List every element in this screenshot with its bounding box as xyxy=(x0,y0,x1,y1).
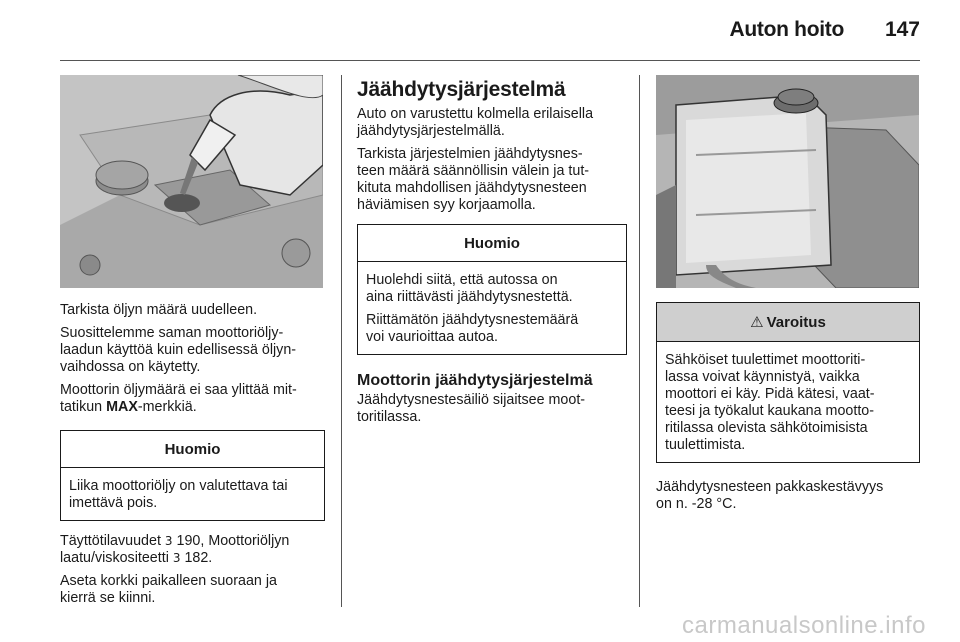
header-divider xyxy=(60,60,920,61)
warning-box xyxy=(656,302,920,463)
note-title: Huomio xyxy=(61,431,324,468)
paragraph: Tarkista öljyn määrä uudelleen. xyxy=(60,302,258,318)
column-middle xyxy=(357,78,627,432)
note-title: Huomio xyxy=(358,225,626,262)
reference-arrow-icon: 3 xyxy=(164,534,173,548)
page-number: 147 xyxy=(884,18,920,41)
max-mark: MAX xyxy=(106,399,138,415)
watermark: carmanualsonline.info xyxy=(682,612,926,639)
section-title: Auton hoito xyxy=(729,18,844,41)
warning-text: Sähköiset tuulettimet moottoriti- lassa voivat käynnistyä, vaikka moottori ei käy. Pidä kätesi, vaat- teesi ja työkalut kaukana mootto- ritilassa olevista sähkötoimisista tuulettimista. xyxy=(665,352,875,453)
column-left xyxy=(60,75,325,613)
warning-triangle-icon: ⚠ xyxy=(750,313,764,331)
paragraph: Aseta korkki paikalleen suoraan ja kierrä se kiinni. xyxy=(60,573,277,606)
note-box xyxy=(357,224,627,355)
note-text: Liika moottoriöljy on valutettava tai imettävä pois. xyxy=(69,478,288,511)
reference-arrow-icon: 3 xyxy=(172,551,181,565)
paragraph: Auto on varustettu kolmella erilaisella jäähdytysjärjestelmällä. xyxy=(357,106,594,139)
coolant-tank-illustration xyxy=(656,75,919,288)
column-divider-left xyxy=(341,75,342,607)
paragraph: Suosittelemme saman moottoriöljy- laadun käyttöä kuin edellisessä öljyn- vaihdossa on käytetty. xyxy=(60,325,297,375)
page-header xyxy=(0,0,960,62)
oil-filling-illustration xyxy=(60,75,323,288)
paragraph: Jäähdytysnesteen pakkaskestävyys on n. -28 °C. xyxy=(656,479,884,512)
note-text: Huolehdi siitä, että autossa on aina riittävästi jäähdytysnestettä. xyxy=(366,272,573,305)
section-heading: Jäähdytysjärjestelmä xyxy=(357,78,566,101)
warning-title: Varoitus xyxy=(766,313,826,331)
paragraph: Tarkista järjestelmien jäähdytysnes- teen määrä säännöllisin välein ja tut- kituta mahdollisen jäähdytysnesteen häviämisen syy korjaamolla. xyxy=(357,146,590,213)
paragraph: Moottorin öljymäärä ei saa ylittää mit- tatikun MAX-merkkiä. xyxy=(60,382,297,415)
warning-header xyxy=(657,303,919,342)
note-box xyxy=(60,430,325,521)
note-text: Riittämätön jäähdytysnestemäärä voi vaurioittaa autoa. xyxy=(366,312,579,345)
paragraph: Jäähdytysnestesäiliö sijaitsee moot- toritilassa. xyxy=(357,392,586,425)
paragraph: Täyttötilavuudet 3 190, Moottoriöljyn laatu/viskositeetti 3 182. xyxy=(60,533,290,566)
column-divider-right xyxy=(639,75,640,607)
subsection-heading: Moottorin jäähdytysjärjestelmä xyxy=(357,372,593,389)
column-right xyxy=(656,75,920,519)
